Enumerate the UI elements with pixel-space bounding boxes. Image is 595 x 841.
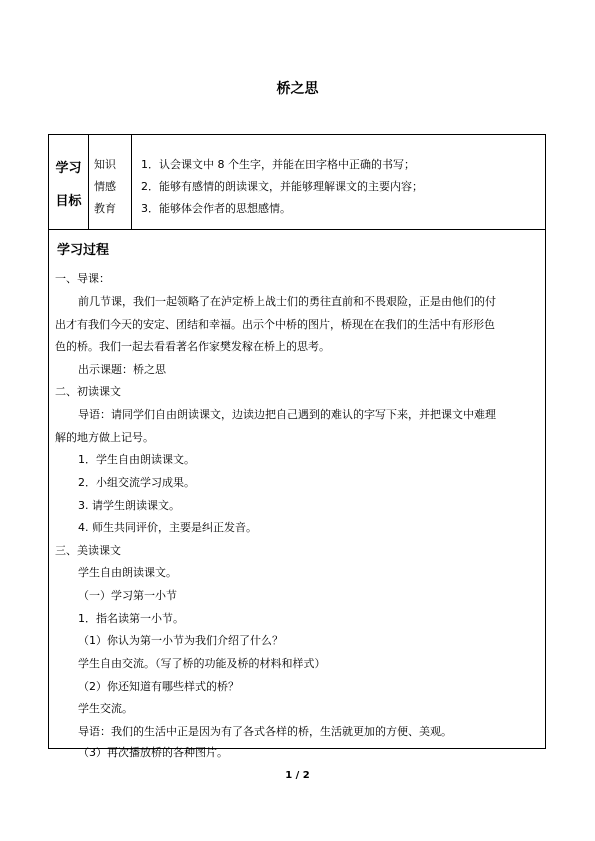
goal-item-1: 1．认会课文中 8 个生字，并能在田字格中正确的书写； <box>141 158 415 171</box>
process-line: 导语：我们的生活中正是因为有了各式各样的桥，生活就更加的方便、美观。 <box>78 725 452 738</box>
process-line: 学生交流。 <box>78 702 133 715</box>
process-line: 4. 师生共同评价，主要是纠正发音。 <box>78 521 257 534</box>
goals-row <box>49 135 545 230</box>
process-line: 一、导课： <box>55 272 110 285</box>
process-line: （3）再次播放桥的各种图片。 <box>78 746 228 759</box>
process-line: 解的地方做上记号。 <box>55 431 154 444</box>
goal-item-2: 2．能够有感情的朗读课文，并能够理解课文的主要内容； <box>141 180 423 193</box>
process-line: 前几节课，我们一起领略了在泸定桥上战士们的勇往直前和不畏艰险，正是由他们的付 <box>78 295 496 308</box>
process-line: 1．学生自由朗读课文。 <box>78 453 195 466</box>
goals-label-line-2: 目标 <box>55 194 82 209</box>
process-line: 2．小组交流学习成果。 <box>78 476 195 489</box>
goal-item-3: 3．能够体会作者的思想感情。 <box>141 202 291 215</box>
process-line: 学生自由朗读课文。 <box>78 566 177 579</box>
goals-category-cell <box>88 135 132 229</box>
process-line: 3. 请学生朗读课文。 <box>78 499 180 512</box>
goal-category-knowledge: 知识 <box>94 158 116 171</box>
goals-label-cell <box>49 135 89 229</box>
process-line: 出示课题：桥之思 <box>78 363 166 376</box>
process-line: 导语：请同学们自由朗读课文，边读边把自己遇到的难认的字写下来，并把课文中难理 <box>78 408 496 421</box>
goal-category-education: 教育 <box>94 202 116 215</box>
page-number: 1 / 2 <box>285 770 310 781</box>
process-line: （2）你还知道有哪些样式的桥？ <box>78 680 239 693</box>
goals-label-line-1: 学习 <box>55 161 82 176</box>
process-line: 色的桥。我们一起去看看著名作家樊发稼在桥上的思考。 <box>55 340 330 353</box>
process-line: 三、美读课文 <box>55 544 121 557</box>
document-title: 桥之思 <box>276 81 319 97</box>
process-line: （1）你认为第一小节为我们介绍了什么？ <box>78 634 283 647</box>
lesson-table <box>48 134 546 759</box>
process-line: 学生自由交流。（写了桥的功能及桥的材料和样式） <box>78 657 326 670</box>
goal-category-emotion: 情感 <box>94 180 116 193</box>
process-line: 二、初读课文 <box>55 385 121 398</box>
process-heading: 学习过程 <box>57 243 110 258</box>
process-line: 1．指名读第一小节。 <box>78 612 184 625</box>
process-line: （一）学习第一小节 <box>78 589 177 602</box>
process-line: 出才有我们今天的安定、团结和幸福。出示个中桥的图片，桥现在在我们的生活中有形形色 <box>55 318 495 331</box>
